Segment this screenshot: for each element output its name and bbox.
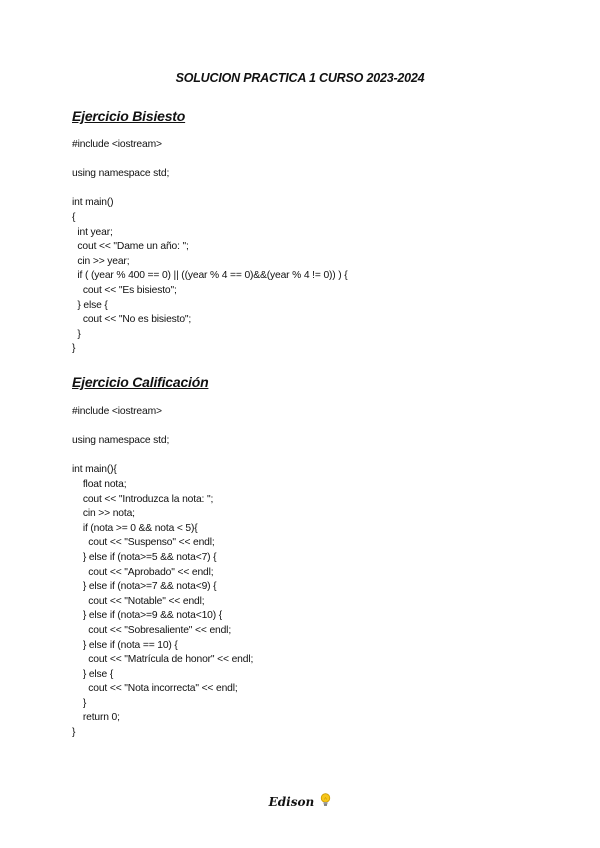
code-line: int year;	[72, 226, 113, 238]
code-line: cout << "Introduzca la nota: ";	[72, 493, 214, 505]
code-line: cout << "Sobresaliente" << endl;	[72, 624, 232, 636]
section-heading-calificacion: Ejercicio Calificación	[72, 374, 209, 390]
code-line: } else if (nota>=7 && nota<9) {	[72, 581, 217, 593]
lightbulb-icon	[320, 793, 331, 810]
code-line: int main()	[72, 197, 114, 209]
code-line: } else {	[72, 299, 108, 311]
code-line: cout << "Notable" << endl;	[72, 595, 205, 607]
code-line: cout << "Matrícula de honor" << endl;	[72, 654, 254, 666]
code-line: }	[72, 697, 87, 709]
code-line: #include <iostream>	[72, 139, 162, 150]
code-line: cout << "Es bisiesto";	[72, 284, 177, 296]
footer	[0, 793, 600, 810]
code-line	[72, 420, 542, 435]
code-line: } else {	[72, 668, 114, 680]
footer-brand: Edison	[268, 795, 315, 809]
code-line: if ( (year % 400 == 0) || ((year % 4 == 0)&&(year % 4 != 0)) ) {	[72, 270, 348, 282]
code-line: return 0;	[72, 712, 120, 724]
code-line: }	[72, 328, 81, 340]
code-line: #include <iostream>	[72, 406, 162, 417]
code-line: cout << "No es bisiesto";	[72, 314, 192, 326]
code-line: } else if (nota>=5 && nota<7) {	[72, 551, 217, 563]
code-line: cin >> year;	[72, 255, 130, 267]
code-line: if (nota >= 0 && nota < 5){	[72, 522, 198, 534]
code-line: cout << "Nota incorrecta" << endl;	[72, 683, 238, 695]
code-block-calificacion	[72, 405, 542, 741]
code-line: cout << "Dame un año: ";	[72, 241, 189, 253]
code-line: cout << "Suspenso" << endl;	[72, 537, 215, 549]
document-title: SOLUCION PRACTICA 1 CURSO 2023-2024	[175, 71, 425, 85]
code-line	[72, 449, 542, 464]
code-line: }	[72, 343, 76, 355]
code-line	[72, 182, 542, 197]
code-line: using namespace std;	[72, 168, 170, 180]
code-line: cout << "Aprobado" << endl;	[72, 566, 214, 578]
code-line: int main(){	[72, 464, 117, 476]
code-line: using namespace std;	[72, 435, 170, 447]
section-heading-bisiesto: Ejercicio Bisiesto	[72, 108, 186, 124]
code-line: } else if (nota>=9 && nota<10) {	[72, 610, 223, 622]
code-line: float nota;	[72, 478, 127, 490]
code-line: }	[72, 727, 76, 739]
code-block-bisiesto	[72, 138, 542, 357]
code-line: cin >> nota;	[72, 508, 135, 520]
code-line	[72, 153, 542, 168]
code-line: } else if (nota == 10) {	[72, 639, 178, 651]
code-line: {	[72, 211, 76, 223]
